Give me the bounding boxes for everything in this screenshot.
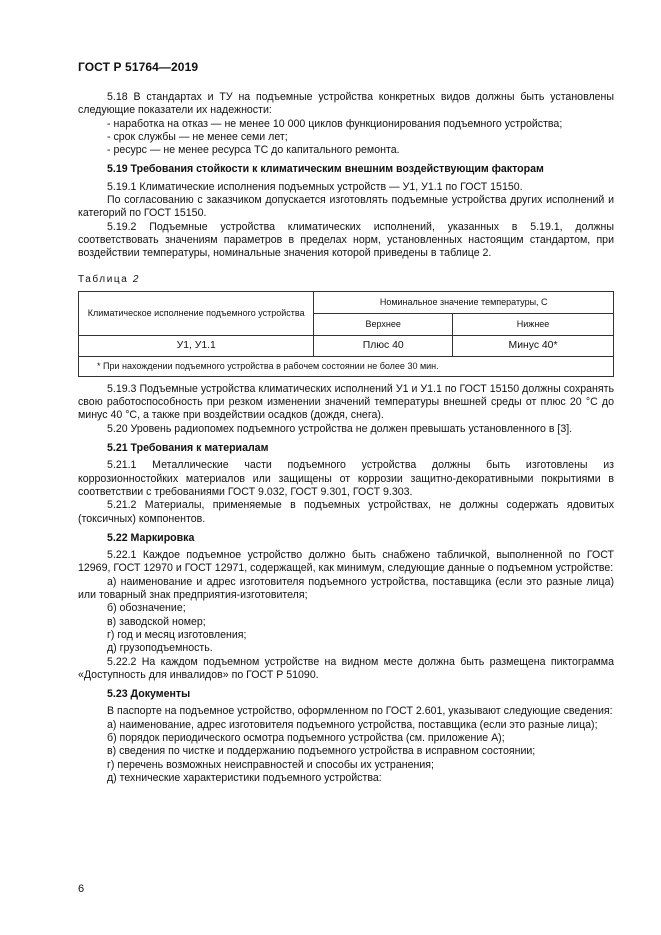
table-row (79, 335, 614, 356)
table-cell: Минус 40* (453, 335, 614, 356)
list-item: г) год и месяц изготовления; (107, 628, 247, 641)
para-5-19-1: 5.19.1 Климатические исполнения подъемных устройств — У1, У1.1 по ГОСТ 15150. (107, 180, 523, 193)
table-caption (78, 273, 614, 286)
heading-5-19: 5.19 Требования стойкости к климатическим внешним воздействующим факторам (107, 163, 544, 176)
page-number: 6 (78, 883, 85, 895)
list-item: д) технические характеристики подъемного устройства: (107, 771, 382, 784)
list-item: в) заводской номер; (107, 615, 206, 628)
heading-5-23: 5.23 Документы (107, 688, 191, 701)
page-content (78, 91, 614, 785)
list-item: г) перечень возможных неисправностей и способы их устранения; (107, 758, 434, 771)
list-item: а) наименование и адрес изготовителя подъемного устройства, поставщика (если это разные лица) или товарный знак предприятия-изготовителя; (78, 575, 614, 602)
para-5-19-1-b: По согласованию с заказчиком допускается изготовлять подъемные устройства других исполнений и категорий по ГОСТ 15150. (78, 194, 614, 220)
page-header: ГОСТ Р 51764—2019 (78, 60, 199, 74)
heading-5-21: 5.21 Требования к материалам (107, 442, 269, 455)
list-item: в) сведения по чистке и поддержанию подъемного устройства в исправном состоянии; (107, 745, 536, 758)
table-2 (78, 291, 614, 377)
table-header-temperature: Номинальное значение температуры, С (314, 291, 614, 313)
table-caption-word: Таблица (78, 273, 129, 285)
table-header-climatic: Климатическое исполнение подъемного устройства (79, 291, 314, 335)
table-caption-number: 2 (132, 273, 139, 285)
table-cell: У1, У1.1 (79, 335, 314, 356)
list-item: б) порядок периодического осмотра подъемного устройства (см. приложение А); (107, 731, 505, 744)
para-5-22-2: 5.22.2 На каждом подъемном устройстве на видном месте должна быть размещена пиктограмма «Доступность для инвалидов» по ГОСТ Р 51090. (78, 655, 614, 681)
para-5-19-3: 5.19.3 Подъемные устройства климатических исполнений У1 и У1.1 по ГОСТ 15150 должны сохранять свою работоспособность при резком изменении значений температуры внешней среды от плюс 20 °С до минус 40 °С, а также при воздействии осадков (дождя, снега). (78, 382, 614, 422)
para-5-21-2: 5.21.2 Материалы, применяемые в подъемных устройствах, не должны содержать ядовитых (токсичных) компонентов. (78, 499, 614, 525)
table-header-upper: Верхнее (314, 313, 453, 335)
table-header-lower: Нижнее (453, 313, 614, 335)
list-item: б) обозначение; (107, 602, 186, 615)
para-5-18: 5.18 В стандартах и ТУ на подъемные устройства конкретных видов должны быть установлены следующие показатели их надежности: (78, 91, 614, 117)
list-item: - ресурс — не менее ресурса ТС до капитального ремонта. (107, 144, 400, 157)
para-5-19-2: 5.19.2 Подъемные устройства климатических исполнений, указанных в 5.19.1, должны соответствовать значениям параметров в пределах норм, установленных настоящим стандартом, при воздействии температуры, номинальные значения которой приведены в таблице 2. (78, 220, 614, 260)
list-item: - срок службы — не менее семи лет; (107, 130, 288, 143)
para-5-22-1: 5.22.1 Каждое подъемное устройство должно быть снабжено табличкой, выполненной по ГОСТ 12969, ГОСТ 12970 и ГОСТ 12971, содержащей, как минимум, следующие данные о подъемном устройстве: (78, 549, 614, 575)
para-5-23: В паспорте на подъемное устройство, оформленном по ГОСТ 2.601, указывают следующие сведения: (107, 705, 613, 718)
list-item: а) наименование, адрес изготовителя подъемного устройства, поставщика (если это разные лица); (107, 718, 598, 731)
heading-5-22: 5.22 Маркировка (107, 531, 195, 544)
list-item: - наработка на отказ — не менее 10 000 циклов функционирования подъемного устройства; (107, 117, 563, 130)
table-footnote: * При нахождении подъемного устройства в рабочем состоянии не более 30 мин. (79, 356, 614, 376)
table-cell: Плюс 40 (314, 335, 453, 356)
para-5-20: 5.20 Уровень радиопомех подъемного устройства не должен превышать установленного в [3]. (107, 422, 573, 435)
para-5-21-1: 5.21.1 Металлические части подъемного устройства должны быть изготовлены из коррозионностойких материалов или защищены от коррозии защитно-декоративными покрытиями в соответствии с требованиями ГОСТ 9.032, ГОСТ 9.301, ГОСТ 9.303. (78, 459, 614, 498)
list-item: д) грузоподъемность. (107, 642, 213, 655)
